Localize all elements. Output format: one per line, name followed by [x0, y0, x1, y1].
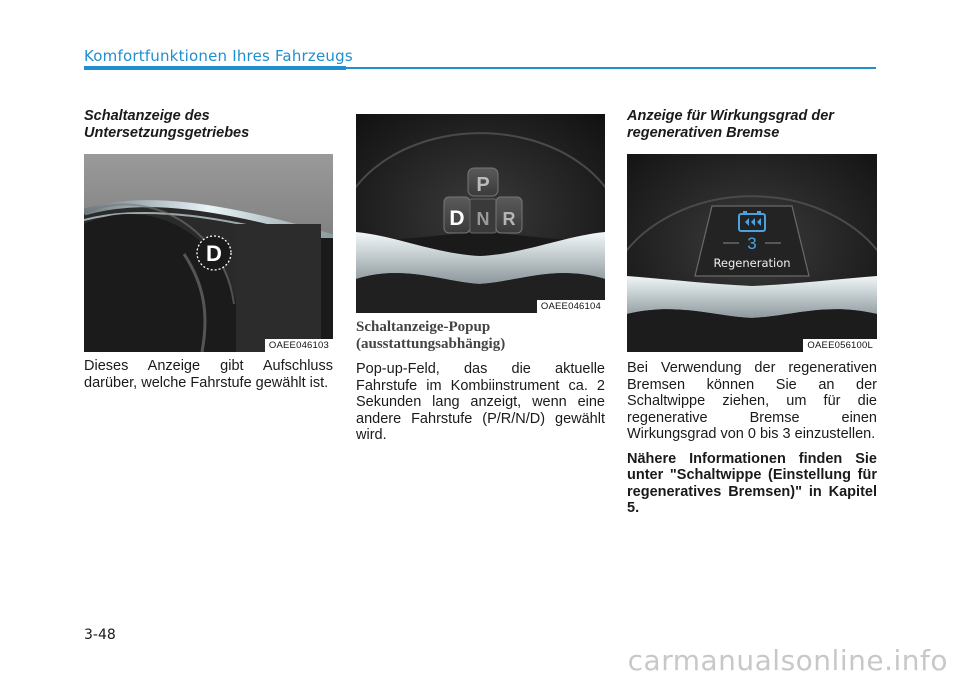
section-title-regen-brake: Anzeige für Wirkungsgrad der regenerativen Bremse — [627, 108, 834, 141]
section-title-gear-popup: Schaltanzeige-Popup (ausstattungsabhängig) — [356, 319, 506, 352]
figure-caption: OAEE046104 — [537, 300, 605, 313]
gear-letter-p: P — [476, 174, 490, 196]
regen-brake-illustration — [627, 154, 877, 352]
figure-caption: OAEE046103 — [265, 339, 333, 352]
body-text-regen-brake: Bei Verwendung der regenerativen Bremsen können Sie an der Schaltwippe ziehen, um für die regenerative Bremse einen Wirkungsgrad von 0 bis 3 einzustellen. — [627, 360, 877, 442]
figure-gear-popup — [356, 114, 605, 313]
note-regen-brake: Nähere Informationen finden Sie unter "Schaltwippe (Einstellung für regeneratives Bremsen)" in Kapitel 5. — [627, 450, 877, 516]
header-rule-thin — [346, 67, 876, 69]
section-title-gear-indicator: Schaltanzeige des Untersetzungsgetriebes — [84, 108, 250, 141]
body-text-gear-popup: Pop-up-Feld, das die aktuelle Fahrstufe im Kombiinstrument ca. 2 Sekunden lang anzeigt, wenn eine andere Fahrstufe (P/R/N/D) gewählt wird. — [356, 361, 605, 443]
regen-label: Regeneration — [713, 256, 791, 270]
gear-letter-n: N — [476, 209, 490, 229]
figure-gear-indicator — [84, 154, 333, 352]
gear-indicator-illustration — [84, 154, 333, 352]
page-number: 3-48 — [84, 627, 116, 643]
gear-letter-d: D — [449, 207, 465, 230]
column-gear-indicator — [84, 108, 333, 399]
column-regen-brake — [627, 108, 877, 525]
regen-level-value: 3 — [747, 234, 757, 253]
watermark: carmanualsonline.info — [627, 644, 948, 677]
header-rule-thick — [84, 66, 346, 70]
figure-caption: OAEE056100L — [803, 339, 877, 352]
section-header-title: Komfortfunktionen Ihres Fahrzeugs — [84, 47, 353, 65]
column-gear-popup — [356, 108, 605, 452]
gear-letter-r: R — [502, 209, 516, 229]
body-text-gear-indicator: Dieses Anzeige gibt Aufschluss darüber, welche Fahrstufe gewählt ist. — [84, 358, 333, 391]
gear-letter-badge: D — [206, 241, 222, 266]
figure-regen-brake — [627, 154, 877, 352]
gear-popup-illustration — [356, 114, 605, 313]
